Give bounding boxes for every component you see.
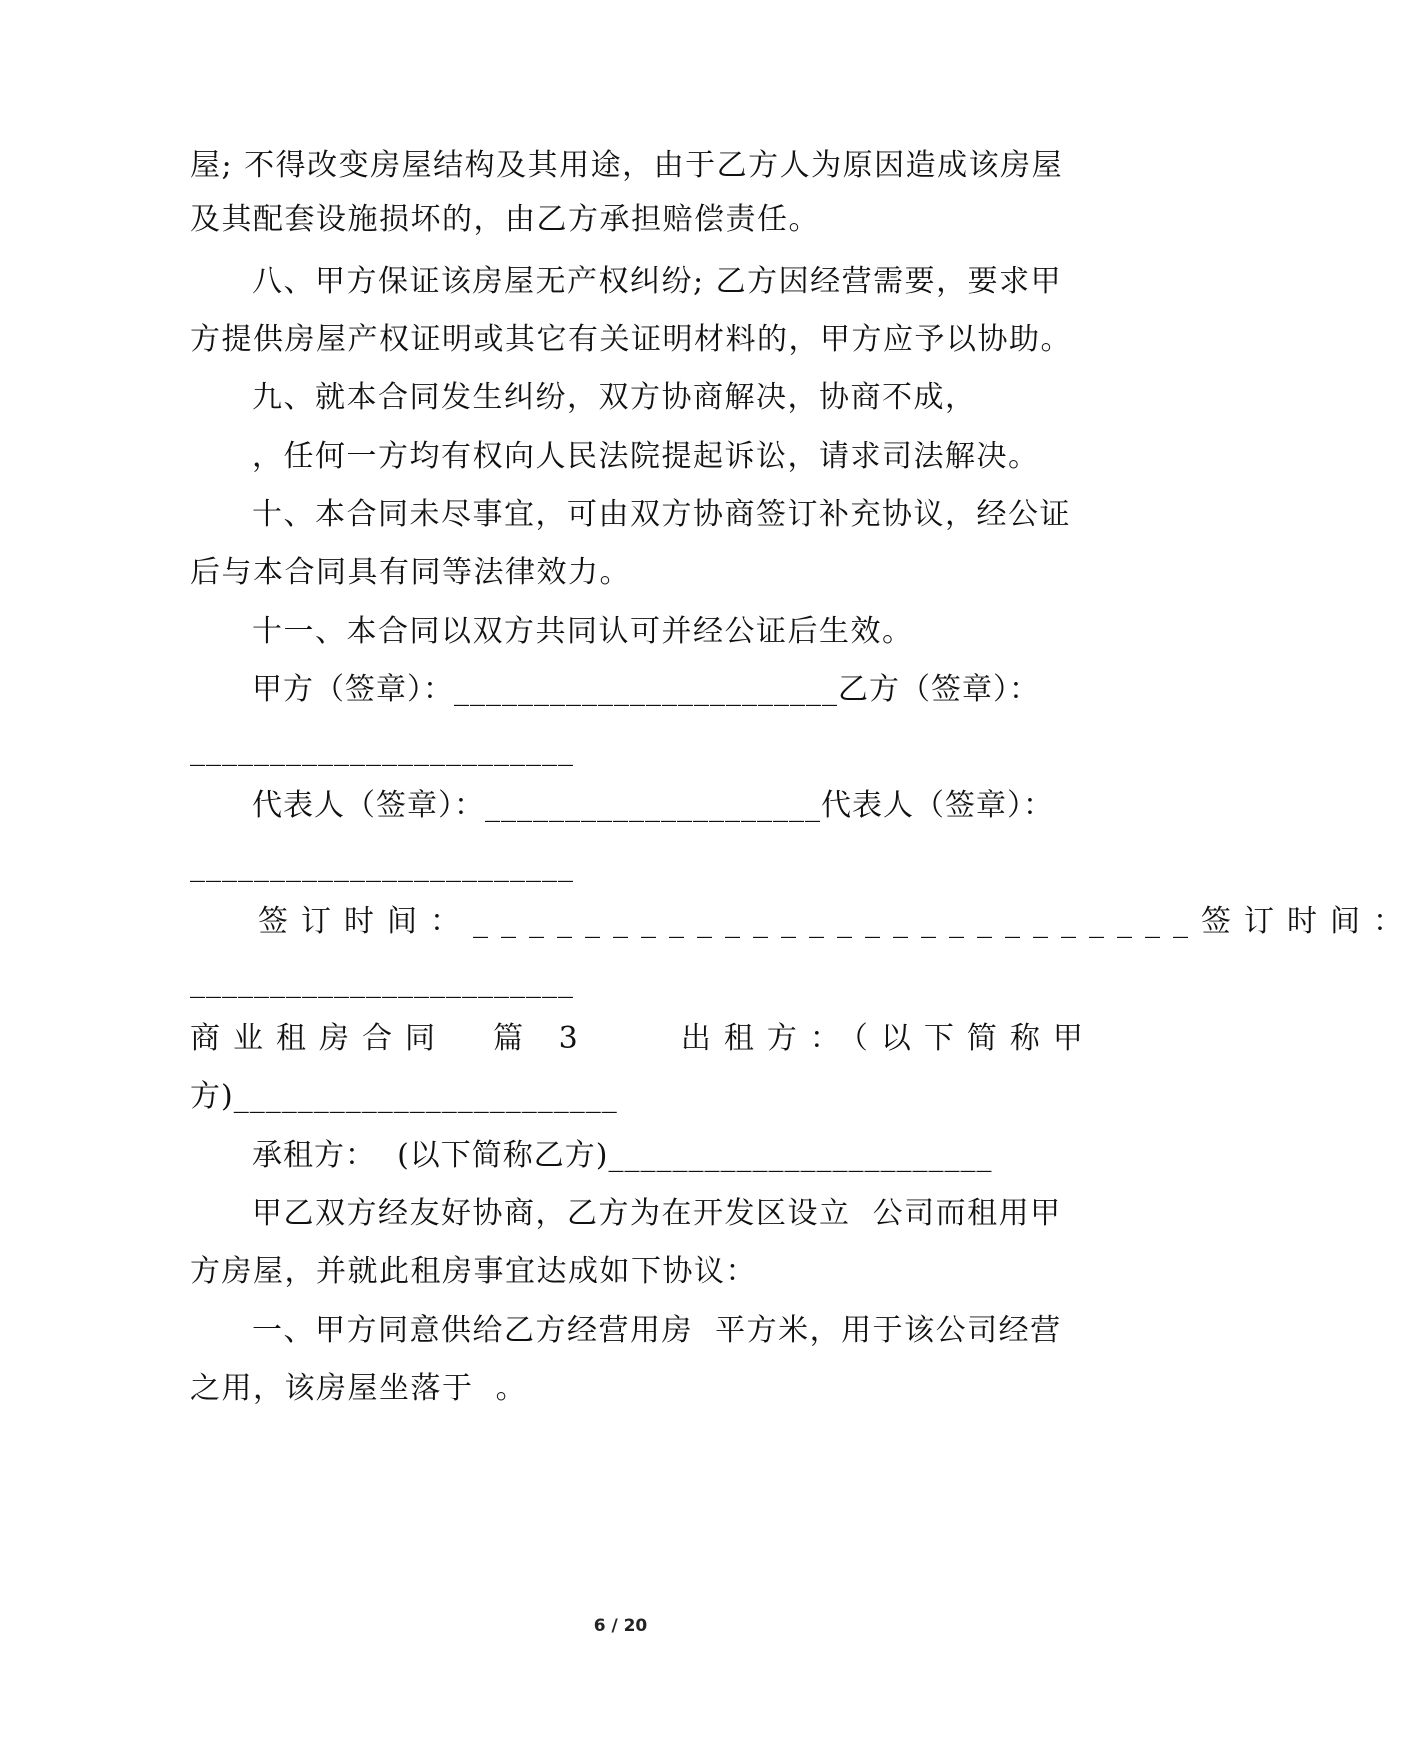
paragraph-line: ，任何一方均有权向人民法院提起诉讼，请求司法解决。 xyxy=(252,439,1040,474)
paragraph-line: 方房屋，并就此租房事宜达成如下协议： xyxy=(190,1254,757,1289)
party-b-signature-blank: ________________________ xyxy=(190,732,574,767)
lessor-blank: 方)________________________ xyxy=(190,1079,618,1114)
clause-10-line: 十、本合同未尽事宜，可由双方协商签订补充协议，经公证 xyxy=(252,497,1071,532)
signing-date-blank: ________________________ xyxy=(190,964,574,999)
clause-1-line: 一、甲方同意供给乙方经营用房 平方米，用于该公司经营 xyxy=(252,1313,1062,1348)
signing-date-line: 签订时间：__________________________签订时间： xyxy=(258,904,1416,939)
contract-3-heading: 商业租房合同 篇 3 出租方：（以下简称甲 xyxy=(190,1021,1096,1056)
paragraph-line: 后与本合同具有同等法律效力。 xyxy=(190,555,631,590)
representative-signature-blank: ________________________ xyxy=(190,848,574,883)
page-number: 6 / 20 xyxy=(593,1616,648,1636)
paragraph-line: 屋; 不得改变房屋结构及其用途，由于乙方人为原因造成该房屋 xyxy=(190,148,1064,183)
paragraph-line: 甲乙双方经友好协商，乙方为在开发区设立 公司而租用甲 xyxy=(252,1196,1062,1231)
clause-11-line: 十一、本合同以双方共同认可并经公证后生效。 xyxy=(252,614,914,649)
paragraph-line: 及其配套设施损坏的，由乙方承担赔偿责任。 xyxy=(190,202,820,237)
paragraph-line: 方提供房屋产权证明或其它有关证明材料的，甲方应予以协助。 xyxy=(190,322,1072,357)
paragraph-line: 之用，该房屋坐落于 。 xyxy=(190,1371,528,1406)
clause-8-line: 八、甲方保证该房屋无产权纠纷; 乙方因经营需要，要求甲 xyxy=(252,264,1063,299)
party-a-signature-line: 甲方（签章）：________________________乙方（签章）： xyxy=(252,672,1040,707)
clause-9-line: 九、就本合同发生纠纷，双方协商解决，协商不成， xyxy=(252,380,977,415)
lessee-line: 承租方： (以下简称乙方)________________________ xyxy=(252,1138,993,1173)
representative-signature-line: 代表人（签章）：_____________________代表人（签章）： xyxy=(252,788,1054,823)
